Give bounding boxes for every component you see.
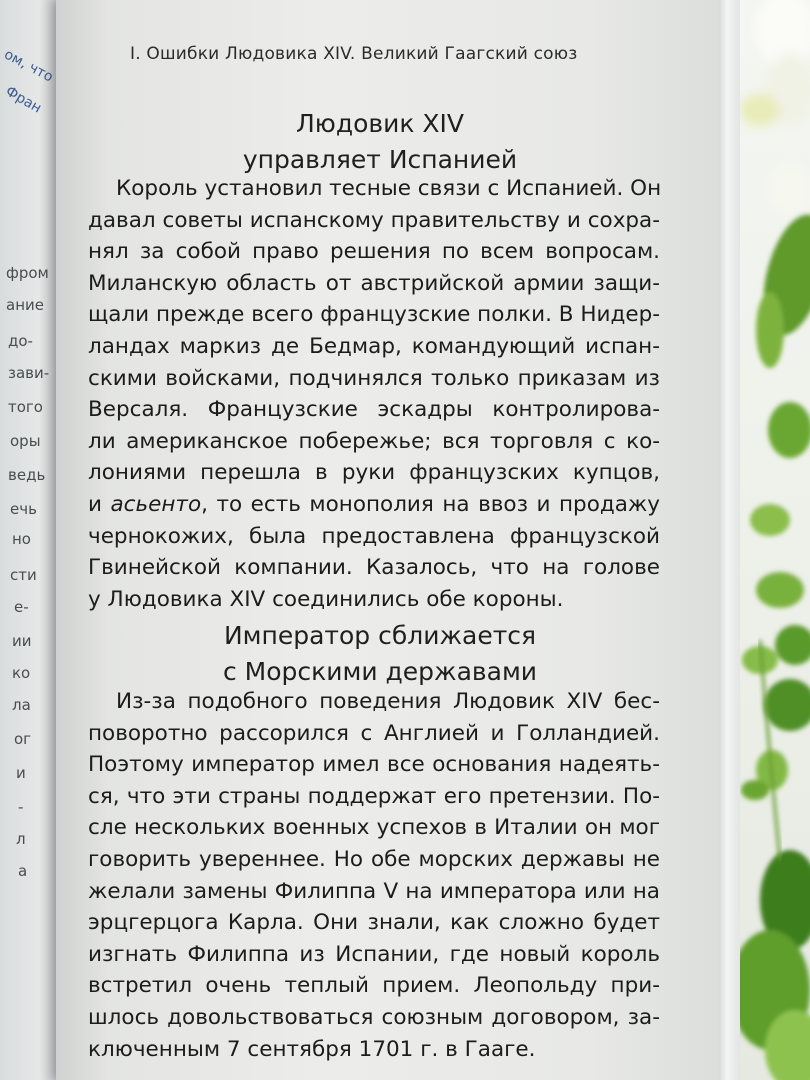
- left-page-fragment: и: [16, 764, 26, 782]
- left-page-fragment: но: [12, 530, 31, 548]
- heading-line: Император сближается: [223, 621, 537, 650]
- left-page-fragment: ечь: [10, 500, 37, 518]
- left-page-fragment: ко: [12, 664, 31, 682]
- heading-line: с Морскими державами: [222, 657, 538, 686]
- text-line: чернокожих, была предоставлена французской: [88, 523, 660, 549]
- text-line: желали замены Филиппа V на императора или на: [88, 878, 660, 904]
- text-line: щали прежде всего французские полки. В Нидер-: [88, 302, 660, 328]
- text-line: у Людовика XIV соединились обе короны.: [88, 586, 564, 612]
- left-facing-page: [0, 0, 64, 1080]
- left-page-fragment: е-: [14, 598, 29, 616]
- text-line: эрцгерцога Карла. Они знали, как сложно будет: [88, 910, 660, 936]
- text-line: скими войсками, подчинялся только приказам из: [88, 365, 660, 391]
- left-page-fragment: ведь: [8, 466, 46, 484]
- text-line: давал советы испанскому правительству и сохра-: [88, 207, 660, 233]
- left-page-fragment: сти: [10, 566, 37, 584]
- text-line: ключенным 7 сентября 1701 г. в Гааге.: [88, 1036, 536, 1062]
- left-page-fragment: Фран: [2, 83, 45, 117]
- text-line: и асьенто, то есть монополия на ввоз и продажу: [88, 491, 660, 517]
- text-line: шлось довольствоваться союзным договором, за-: [88, 1004, 660, 1030]
- text-line: Из-за подобного поведения Людовик XIV бес-: [116, 689, 660, 714]
- text-line: сле нескольких военных успехов в Италии он мог: [88, 815, 660, 841]
- text-line: Гвинейской компании. Казалось, что на голове: [88, 555, 660, 581]
- left-page-fragment: ог: [14, 730, 32, 748]
- left-page-fragment: того: [8, 398, 43, 416]
- left-page-fragment: до-: [8, 332, 33, 350]
- heading-line: Людовик XIV: [295, 109, 465, 138]
- text-line: изгнать Филиппа из Испании, где новый король: [88, 941, 660, 967]
- text-line: поворотно рассорился с Англией и Голландией.: [88, 720, 660, 746]
- text-line: говорить увереннее. Но обе морских державы не: [88, 846, 660, 872]
- text-line: Миланскую область от австрийской армии защи-: [88, 270, 660, 296]
- text-line: ли американское побережье; вся торговля с ко-: [88, 428, 660, 454]
- left-page-fragment: зави-: [8, 364, 50, 382]
- left-page-fragment: -: [18, 798, 24, 816]
- text-line: нял за собой право решения по всем вопросам.: [88, 239, 660, 265]
- left-page-fragment: фром: [6, 264, 49, 282]
- heading-line: управляет Испанией: [242, 145, 518, 174]
- text-line: Версаля. Французские эскадры контролирова-: [88, 397, 660, 423]
- page-edge: [718, 0, 740, 1080]
- left-page-fragment: л: [16, 830, 26, 848]
- text-line: ландах маркиз де Бедмар, командующий испан-: [88, 333, 660, 359]
- section-heading: [100, 106, 660, 178]
- left-page-fragment: ла: [12, 696, 31, 714]
- italic-term: асьенто: [110, 491, 202, 517]
- text-line: Поэтому император имел все основания надеять-: [88, 752, 660, 778]
- text-line: Король установил тесные связи с Испанией. Он: [116, 176, 662, 201]
- running-head: I. Ошибки Людовика XIV. Великий Гаагский союз: [130, 44, 578, 64]
- left-page-fragment: ание: [6, 296, 44, 314]
- paragraph: [88, 686, 660, 1065]
- section-heading: [100, 618, 660, 690]
- text-line: встретил очень теплый прием. Леопольду при-: [88, 973, 660, 999]
- left-page-fragment: оры: [10, 432, 41, 450]
- left-page-fragment: а: [18, 862, 28, 880]
- left-page-fragment: ии: [12, 632, 32, 650]
- text-line: ся, что эти страны поддержат его претензии. По-: [88, 783, 660, 809]
- text-line: лониями перешла в руки французских купцов,: [88, 460, 660, 486]
- left-page-fragment: ом, что: [1, 46, 56, 86]
- paragraph: [88, 173, 660, 615]
